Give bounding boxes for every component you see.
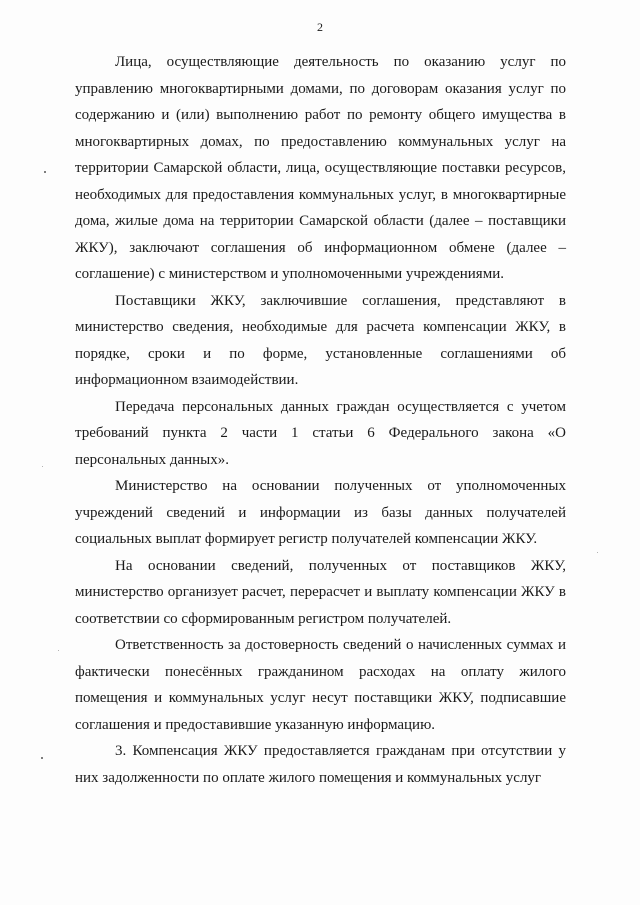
document-body [75, 49, 566, 791]
paragraph-7: 3. Компенсация ЖКУ предоставляется гражданам при отсутствии у них задолженности по оплате жилого помещения и коммунальных услуг [75, 743, 566, 786]
paragraph-5: На основании сведений, полученных от поставщиков ЖКУ, министерство организует расчет, перерасчет и выплату компенсации ЖКУ в соответствии со сформированным регистром получателей. [75, 557, 566, 627]
paragraph-6: Ответственность за достоверность сведений о начисленных суммах и фактически понесённых гражданином расходах на оплату жилого помещения и коммунальных услуг несут поставщики ЖКУ, подписавшие соглашения и предоставившие указанную информацию. [75, 637, 566, 733]
scan-speck [42, 466, 43, 467]
scan-speck [58, 650, 59, 651]
scan-speck [41, 757, 43, 759]
paragraph-1: Лица, осуществляющие деятельность по оказанию услуг по управлению многоквартирными домами, по договорам оказания услуг по содержанию и (или) выполнению работ по ремонту общего имущества в многоквартирных домах, по предоставлению коммунальных услуг на территории Самарской области, лица, осуществляющие поставки ресурсов, необходимых для предоставления коммунальных услуг, в многоквартирные дома, жилые дома на территории Самарской области (далее – поставщики ЖКУ), заключают соглашения об информационном обмене (далее – соглашение) с министерством и уполномоченными учреждениями. [75, 54, 566, 282]
paragraph-4: Министерство на основании полученных от уполномоченных учреждений сведений и информации из базы данных получателей социальных выплат формирует регистр получателей компенсации ЖКУ. [75, 478, 566, 547]
scan-speck [597, 552, 598, 553]
scan-speck [44, 171, 46, 173]
paragraph-2: Поставщики ЖКУ, заключившие соглашения, представляют в министерство сведения, необходимые для расчета компенсации ЖКУ, в порядке, сроки и по форме, установленные соглашениями об информационном взаимодействии. [75, 292, 566, 388]
paragraph-3: Передача персональных данных граждан осуществляется с учетом требований пункта 2 части 1 статьи 6 Федерального закона «О персональных данных». [75, 398, 566, 468]
page-number: 2 [317, 20, 323, 34]
